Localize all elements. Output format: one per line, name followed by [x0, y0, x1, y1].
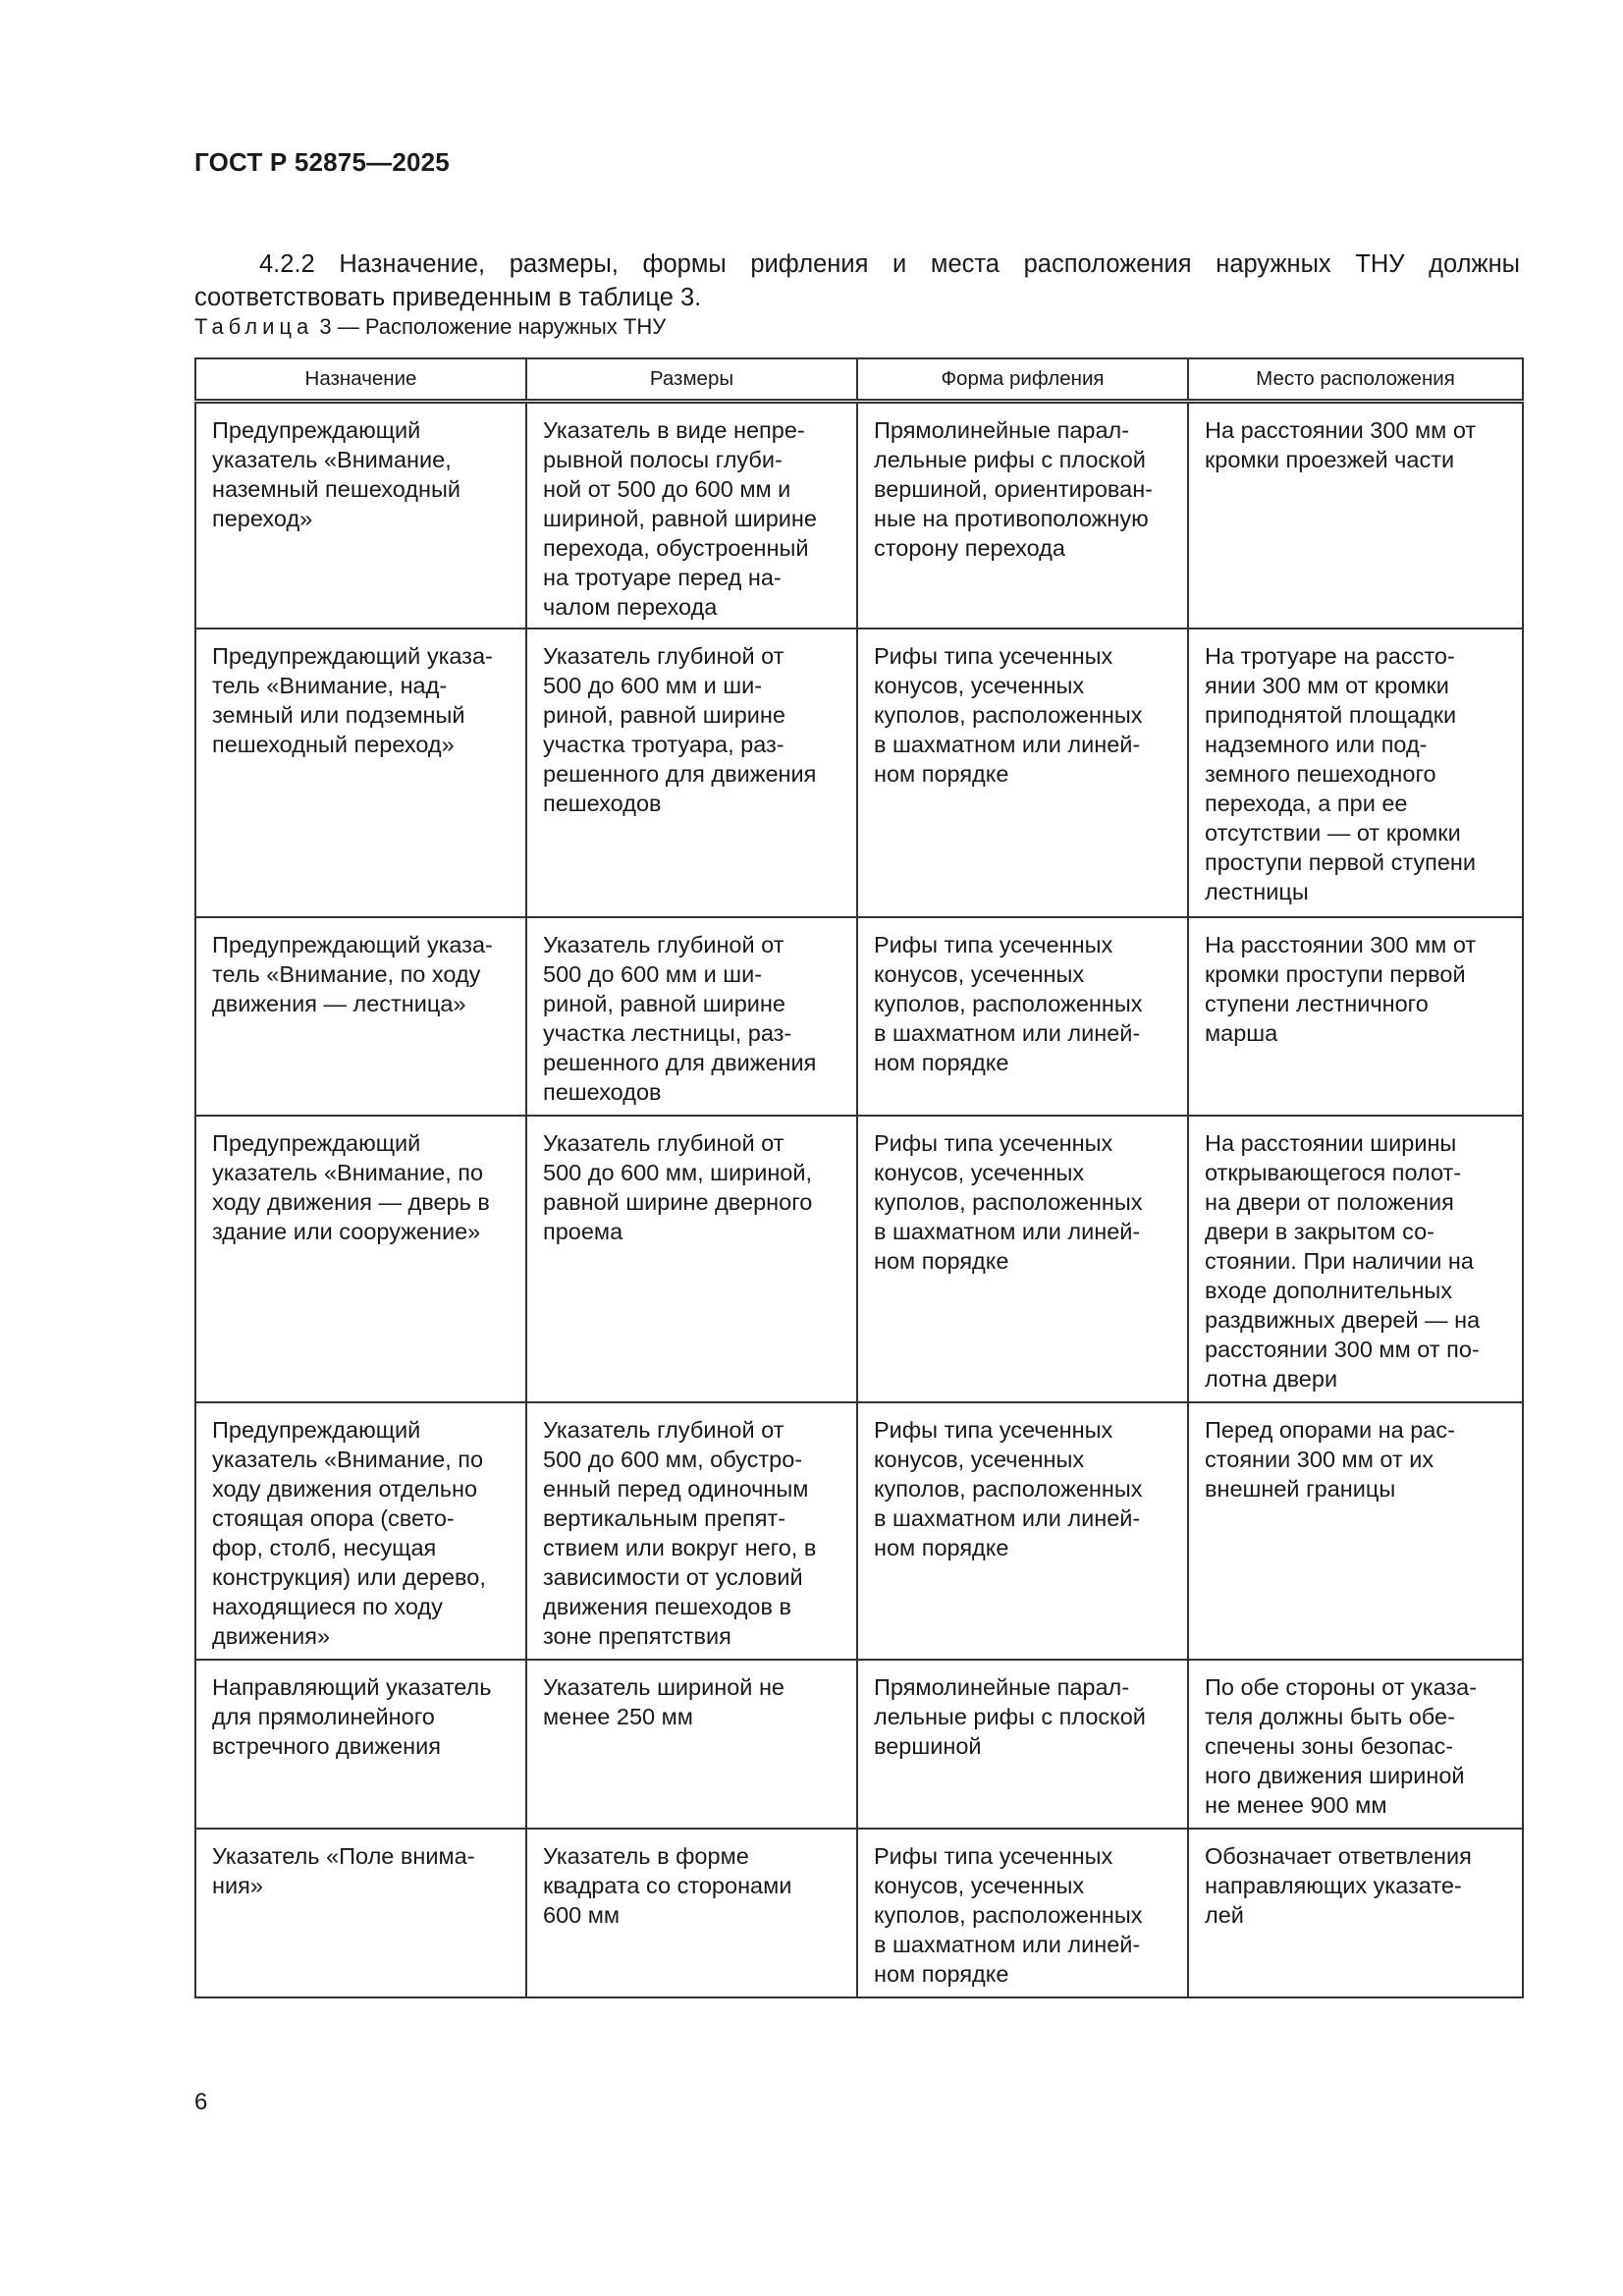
table-header-row: [195, 358, 1523, 402]
tnu-location-table: [194, 357, 1524, 1998]
cell-shape: Прямолинейные парал- лельные рифы с плоской вершиной: [857, 1660, 1188, 1829]
table-row: [195, 1660, 1523, 1829]
cell-purpose: Предупреждающий указатель «Внимание, по ходу движения — дверь в здание или сооружение»: [195, 1116, 526, 1402]
table-row: [195, 1116, 1523, 1402]
cell-location: На тротуаре на рассто- янии 300 мм от кромки приподнятой площадки надземного или под- земного пешеходного перехода, а при ее отсутствии — от кромки проступи первой ступени лестницы: [1188, 629, 1523, 917]
cell-size: Указатель глубиной от 500 до 600 мм, обустро- енный перед одиночным вертикальным препят- ствием или вокруг него, в зависимости от условий движения пешеходов в зоне препятствия: [526, 1402, 857, 1660]
cell-shape: Рифы типа усеченных конусов, усеченных куполов, расположенных в шахматном или линей- ном порядке: [857, 917, 1188, 1116]
cell-size: Указатель в форме квадрата со сторонами 600 мм: [526, 1829, 857, 1997]
column-header-shape: Форма рифления: [857, 358, 1188, 402]
table-row: [195, 917, 1523, 1116]
standard-designation: ГОСТ Р 52875—2025: [194, 147, 450, 177]
table-caption: [194, 314, 666, 340]
cell-size: Указатель в виде непре- рывной полосы глуби- ной от 500 до 600 мм и шириной, равной ширине перехода, обустроенный на тротуаре перед на- чалом перехода: [526, 402, 857, 629]
column-header-location: Место расположения: [1188, 358, 1523, 402]
column-header-size: Размеры: [526, 358, 857, 402]
table-row: [195, 629, 1523, 917]
cell-purpose: Предупреждающий указатель «Внимание, по ходу движения отдельно стоящая опора (свето- фор, столб, несущая конструкция) или дерево, находящиеся по ходу движения»: [195, 1402, 526, 1660]
cell-location: На расстоянии ширины открывающегося полот- на двери от положения двери в закрытом со- стоянии. При наличии на входе дополнительных раздвижных дверей — на расстоянии 300 мм от по- лотна двери: [1188, 1116, 1523, 1402]
column-header-purpose: Назначение: [195, 358, 526, 402]
cell-shape: Рифы типа усеченных конусов, усеченных куполов, расположенных в шахматном или линей- ном порядке: [857, 1829, 1188, 1997]
table-caption-word: Таблица: [194, 314, 314, 339]
cell-size: Указатель глубиной от 500 до 600 мм и ши- риной, равной ширине участка лестницы, раз- решенного для движения пешеходов: [526, 917, 857, 1116]
cell-purpose: Предупреждающий указа- тель «Внимание, по ходу движения — лестница»: [195, 917, 526, 1116]
clause-paragraph: 4.2.2 Назначение, размеры, формы рифления и места расположения наружных ТНУ должны соответствовать приведенным в таблице 3.: [194, 249, 1520, 311]
cell-location: Обозначает ответвления направляющих указате- лей: [1188, 1829, 1523, 1997]
cell-shape: Рифы типа усеченных конусов, усеченных куполов, расположенных в шахматном или линей- ном порядке: [857, 1116, 1188, 1402]
cell-location: На расстоянии 300 мм от кромки проступи первой ступени лестничного марша: [1188, 917, 1523, 1116]
table-caption-title: 3 — Расположение наружных ТНУ: [313, 314, 667, 339]
cell-size: Указатель глубиной от 500 до 600 мм, шириной, равной ширине дверного проема: [526, 1116, 857, 1402]
table-row: [195, 402, 1523, 629]
cell-shape: Рифы типа усеченных конусов, усеченных куполов, расположенных в шахматном или линей- ном порядке: [857, 629, 1188, 917]
table-row: [195, 1402, 1523, 1660]
cell-size: Указатель шириной не менее 250 мм: [526, 1660, 857, 1829]
cell-location: По обе стороны от указа- теля должны быть обе- спечены зоны безопас- ного движения шириной не менее 900 мм: [1188, 1660, 1523, 1829]
cell-purpose: Предупреждающий указа- тель «Внимание, над- земный или подземный пешеходный переход»: [195, 629, 526, 917]
table-row: [195, 1829, 1523, 1997]
cell-shape: Рифы типа усеченных конусов, усеченных куполов, расположенных в шахматном или линей- ном порядке: [857, 1402, 1188, 1660]
cell-location: На расстоянии 300 мм от кромки проезжей части: [1188, 402, 1523, 629]
cell-purpose: Направляющий указатель для прямолинейного встречного движения: [195, 1660, 526, 1829]
cell-location: Перед опорами на рас- стоянии 300 мм от их внешней границы: [1188, 1402, 1523, 1660]
cell-shape: Прямолинейные парал- лельные рифы с плоской вершиной, ориентирован- ные на противоположную сторону перехода: [857, 402, 1188, 629]
page-number: 6: [194, 2089, 208, 2115]
cell-size: Указатель глубиной от 500 до 600 мм и ши- риной, равной ширине участка тротуара, раз- решенного для движения пешеходов: [526, 629, 857, 917]
cell-purpose: Предупреждающий указатель «Внимание, наземный пешеходный переход»: [195, 402, 526, 629]
cell-purpose: Указатель «Поле внима- ния»: [195, 1829, 526, 1997]
